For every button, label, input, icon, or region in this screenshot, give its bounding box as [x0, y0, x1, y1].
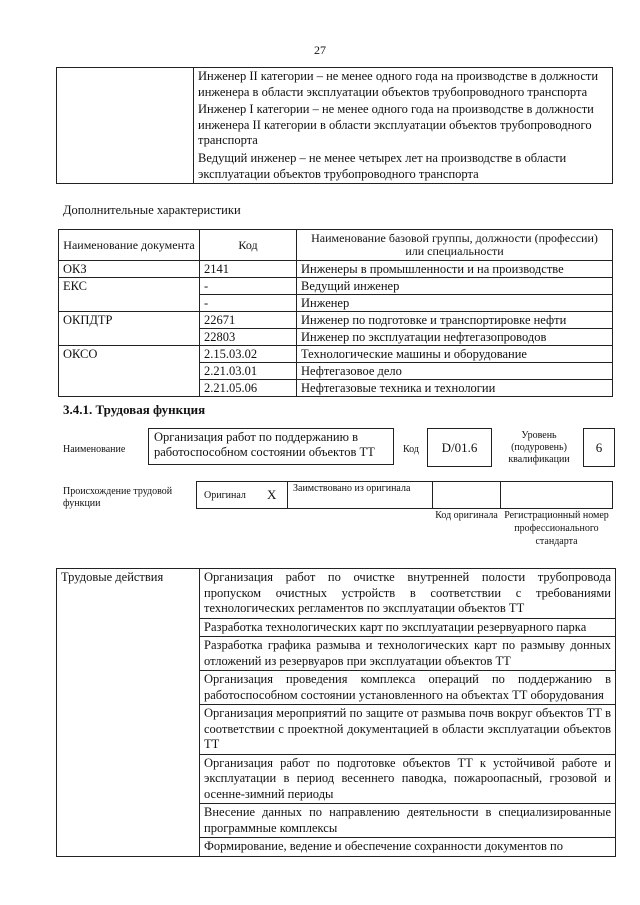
section-title: 3.4.1. Трудовая функция: [63, 402, 206, 417]
code-cell: 2.15.03.02: [200, 346, 297, 363]
action-item: Организация проведения комплекса операций по поддержанию в работоспособном состоянии установленного на объектах ТТ оборудования: [200, 671, 616, 705]
action-item: Внесение данных по направлению деятельности в специализированные программные комплексы: [200, 804, 616, 838]
doc-cell: ЕКС: [59, 278, 200, 295]
code-cell: 2.21.03.01: [200, 363, 297, 380]
experience-table: [56, 67, 613, 184]
doc-cell: [59, 380, 200, 397]
group-cell: Нефтегазовые техника и технологии: [297, 380, 613, 397]
doc-cell: ОКЗ: [59, 261, 200, 278]
code-label: Код: [403, 444, 419, 455]
doc-cell: [59, 329, 200, 346]
borrowed-cell: [287, 481, 433, 509]
experience-empty-cell: [57, 68, 194, 184]
group-cell: Нефтегазовое дело: [297, 363, 613, 380]
code-cell: -: [200, 295, 297, 312]
experience-row: Инженер I категории – не менее одного года на производстве в должности инженера II категории в области эксплуатации объектов трубопроводного транспорта: [194, 101, 613, 150]
code-cell: 22671: [200, 312, 297, 329]
action-item: Разработка графика размыва и технологических карт по размыву донных отложений из резервуаров при эксплуатации объектов ТТ: [200, 637, 616, 671]
group-cell: Ведущий инженер: [297, 278, 613, 295]
doc-cell: [59, 363, 200, 380]
group-cell: Инженер: [297, 295, 613, 312]
function-code-box: D/01.6: [427, 428, 492, 467]
action-item: Разработка технологических карт по эксплуатации резервуарного парка: [200, 618, 616, 637]
doc-cell: ОКПДТР: [59, 312, 200, 329]
borrowed-label: Заимствовано из оригинала: [293, 483, 411, 494]
experience-row: Инженер II категории – не менее одного года на производстве в должности инженера в области эксплуатации объектов трубопроводного транспорта: [194, 68, 613, 102]
group-cell: Инженер по подготовке и транспортировке нефти: [297, 312, 613, 329]
code-cell: 2.21.05.06: [200, 380, 297, 397]
group-cell: Технологические машины и оборудование: [297, 346, 613, 363]
actions-label: Трудовые действия: [57, 569, 200, 857]
col-header-group: Наименование базовой группы, должности (профессии) или специальности: [297, 230, 613, 261]
reg-number-label: Регистрационный номер профессионального стандарта: [504, 510, 609, 547]
code-cell: -: [200, 278, 297, 295]
reg-number-box: [500, 481, 613, 509]
col-header-document: Наименование документа: [59, 230, 200, 261]
original-label: Оригинал: [204, 490, 246, 501]
action-item: Организация мероприятий по защите от размыва почв вокруг объектов ТТ в соответствии с проектной документацией в области эксплуатации объектов ТТ: [200, 705, 616, 755]
experience-row: Ведущий инженер – не менее четырех лет на производстве в области эксплуатации объектов трубопроводного транспорта: [194, 150, 613, 184]
code-cell: 2141: [200, 261, 297, 278]
code-original-label: Код оригинала: [435, 510, 498, 521]
origin-label: Происхождение трудовой функции: [63, 486, 173, 509]
code-original-box: [432, 481, 501, 509]
code-cell: 22803: [200, 329, 297, 346]
additional-heading: Дополнительные характеристики: [63, 203, 241, 217]
original-mark: X: [267, 487, 277, 502]
original-cell: [196, 481, 288, 509]
additional-table: [58, 229, 613, 397]
page-number: 27: [314, 43, 326, 57]
level-label: Уровень (подуровень) квалификации: [508, 430, 570, 465]
action-item: Формирование, ведение и обеспечение сохранности документов по: [200, 838, 616, 857]
level-box: 6: [583, 428, 615, 467]
action-item: Организация работ по подготовке объектов ТТ к устойчивой работе и эксплуатации в период весеннего паводка, пожароопасный, грозовой и осенне-зимний периоды: [200, 754, 616, 804]
doc-cell: [59, 295, 200, 312]
name-label: Наименование: [63, 444, 126, 455]
col-header-code: Код: [200, 230, 297, 261]
group-cell: Инженер по эксплуатации нефтегазопроводов: [297, 329, 613, 346]
actions-table: [56, 568, 616, 857]
function-name-box: Организация работ по поддержанию в работоспособном состоянии объектов ТТ: [148, 428, 394, 465]
group-cell: Инженеры в промышленности и на производстве: [297, 261, 613, 278]
action-item: Организация работ по очистке внутренней полости трубопровода пропуском очистных устройств в соответствии с требованиями технологических регламентов по эксплуатации объектов ТТ: [200, 569, 616, 619]
doc-cell: ОКСО: [59, 346, 200, 363]
